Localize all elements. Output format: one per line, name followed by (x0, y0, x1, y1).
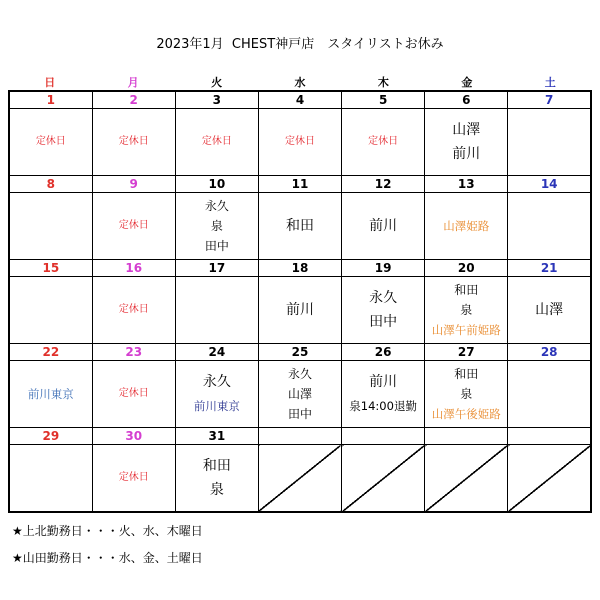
date-number: 30 (92, 428, 175, 445)
staff-entry: 永久 (369, 290, 398, 306)
closed-day-label: 定休日 (201, 136, 232, 147)
date-number: 28 (508, 344, 591, 361)
day-cell-crossed-out (258, 445, 341, 513)
day-cell (92, 445, 175, 513)
day-cell (342, 193, 425, 260)
date-number: 5 (342, 91, 425, 109)
day-cell (175, 445, 258, 513)
staff-entry: 泉14:00退勤 (349, 399, 417, 413)
staff-entry: 永久 (287, 367, 312, 381)
date-number: 3 (175, 91, 258, 109)
day-cell (175, 361, 258, 428)
weekday-wed: 水 (294, 76, 306, 89)
date-number: 4 (258, 91, 341, 109)
schedule-row (9, 109, 591, 176)
date-number: 9 (92, 176, 175, 193)
day-cell (175, 109, 258, 176)
notes (12, 523, 203, 577)
date-number: 10 (175, 176, 258, 193)
date-number: 26 (342, 344, 425, 361)
date-number: 17 (175, 260, 258, 277)
day-cell (425, 277, 508, 344)
page-title: 2023年1月 CHEST神戸店 スタイリストお休み (156, 37, 444, 52)
day-cell (9, 109, 92, 176)
date-number: 11 (258, 176, 341, 193)
date-number: 31 (175, 428, 258, 445)
staff-entry: 前川 (369, 374, 398, 390)
staff-entry: 永久 (202, 374, 231, 390)
staff-entry: 和田 (454, 283, 479, 297)
closed-day-label: 定休日 (118, 304, 149, 315)
date-row (9, 344, 591, 361)
staff-entry: 前川東京 (27, 387, 74, 401)
weekday-sat: 土 (544, 76, 556, 89)
date-number: 7 (508, 91, 591, 109)
day-cell (508, 109, 591, 176)
staff-entry: 前川 (285, 302, 314, 318)
closed-day-label: 定休日 (118, 388, 149, 399)
day-cell (92, 109, 175, 176)
date-number: 6 (425, 91, 508, 109)
closed-day-label: 定休日 (118, 220, 149, 231)
date-row (9, 260, 591, 277)
weekday-sun: 日 (44, 76, 56, 89)
staff-entry: 泉 (210, 219, 223, 233)
weekday-header (8, 76, 592, 90)
day-cell (342, 277, 425, 344)
date-number: 22 (9, 344, 92, 361)
day-cell (508, 193, 591, 260)
closed-day-label: 定休日 (118, 136, 149, 147)
day-cell (342, 361, 425, 428)
day-cell (425, 193, 508, 260)
day-cell (425, 361, 508, 428)
day-cell (258, 277, 341, 344)
note-kamikita-workdays: ★上北勤務日・・・火、水、木曜日 (12, 524, 203, 538)
day-cell (9, 445, 92, 513)
day-cell (175, 193, 258, 260)
staff-entry: 和田 (202, 458, 231, 474)
staff-entry: 山澤 (535, 302, 564, 318)
date-cell-empty (508, 428, 591, 445)
date-number: 18 (258, 260, 341, 277)
day-cell (258, 109, 341, 176)
date-row (9, 428, 591, 445)
staff-entry: 永久 (204, 199, 229, 213)
date-number: 16 (92, 260, 175, 277)
staff-entry: 和田 (285, 218, 314, 234)
day-cell (9, 277, 92, 344)
note-yamada-workdays: ★山田勤務日・・・水、金、土曜日 (12, 551, 203, 565)
day-cell (258, 361, 341, 428)
schedule-row (9, 277, 591, 344)
day-cell (508, 277, 591, 344)
date-cell-empty (258, 428, 341, 445)
calendar-body (9, 91, 591, 512)
staff-entry: 前川東京 (193, 399, 240, 413)
day-cell (258, 193, 341, 260)
staff-entry: 山澤 (287, 387, 312, 401)
closed-day-label: 定休日 (118, 472, 149, 483)
day-cell (9, 361, 92, 428)
date-number: 15 (9, 260, 92, 277)
day-cell (508, 361, 591, 428)
closed-day-label: 定休日 (35, 136, 66, 147)
day-cell (92, 193, 175, 260)
day-cell (425, 109, 508, 176)
day-cell (92, 361, 175, 428)
date-number: 12 (342, 176, 425, 193)
staff-entry: 山澤午前姫路 (431, 323, 501, 337)
staff-entry: 山澤姫路 (443, 219, 490, 233)
date-number: 23 (92, 344, 175, 361)
staff-entry: 田中 (369, 314, 398, 330)
schedule-row (9, 193, 591, 260)
weekday-tue: 火 (211, 76, 223, 89)
date-number: 20 (425, 260, 508, 277)
date-number: 27 (425, 344, 508, 361)
staff-entry: 泉 (460, 303, 473, 317)
weekday-mon: 月 (127, 76, 139, 89)
date-number: 21 (508, 260, 591, 277)
date-number: 14 (508, 176, 591, 193)
closed-day-label: 定休日 (368, 136, 399, 147)
date-number: 13 (425, 176, 508, 193)
date-number: 29 (9, 428, 92, 445)
staff-entry: 前川 (452, 146, 481, 162)
date-number: 25 (258, 344, 341, 361)
schedule-row (9, 445, 591, 513)
staff-entry: 山澤午後姫路 (431, 407, 501, 421)
day-cell (175, 277, 258, 344)
calendar-table (8, 90, 592, 513)
date-row (9, 91, 591, 109)
day-cell (9, 193, 92, 260)
date-row (9, 176, 591, 193)
date-number: 8 (9, 176, 92, 193)
staff-entry: 山澤 (452, 122, 481, 138)
day-cell (92, 277, 175, 344)
weekday-fri: 金 (461, 76, 473, 89)
date-cell-empty (342, 428, 425, 445)
date-number: 1 (9, 91, 92, 109)
schedule-row (9, 361, 591, 428)
staff-entry: 田中 (204, 239, 229, 253)
day-cell-crossed-out (425, 445, 508, 513)
staff-entry: 前川 (369, 218, 398, 234)
staff-entry: 田中 (287, 407, 312, 421)
weekday-thu: 木 (377, 76, 389, 89)
day-cell (342, 109, 425, 176)
date-number: 2 (92, 91, 175, 109)
day-cell-crossed-out (508, 445, 591, 513)
closed-day-label: 定休日 (284, 136, 315, 147)
staff-entry: 泉 (209, 482, 224, 498)
staff-entry: 和田 (454, 367, 479, 381)
date-number: 19 (342, 260, 425, 277)
date-number: 24 (175, 344, 258, 361)
day-cell-crossed-out (342, 445, 425, 513)
staff-entry: 泉 (460, 387, 473, 401)
date-cell-empty (425, 428, 508, 445)
